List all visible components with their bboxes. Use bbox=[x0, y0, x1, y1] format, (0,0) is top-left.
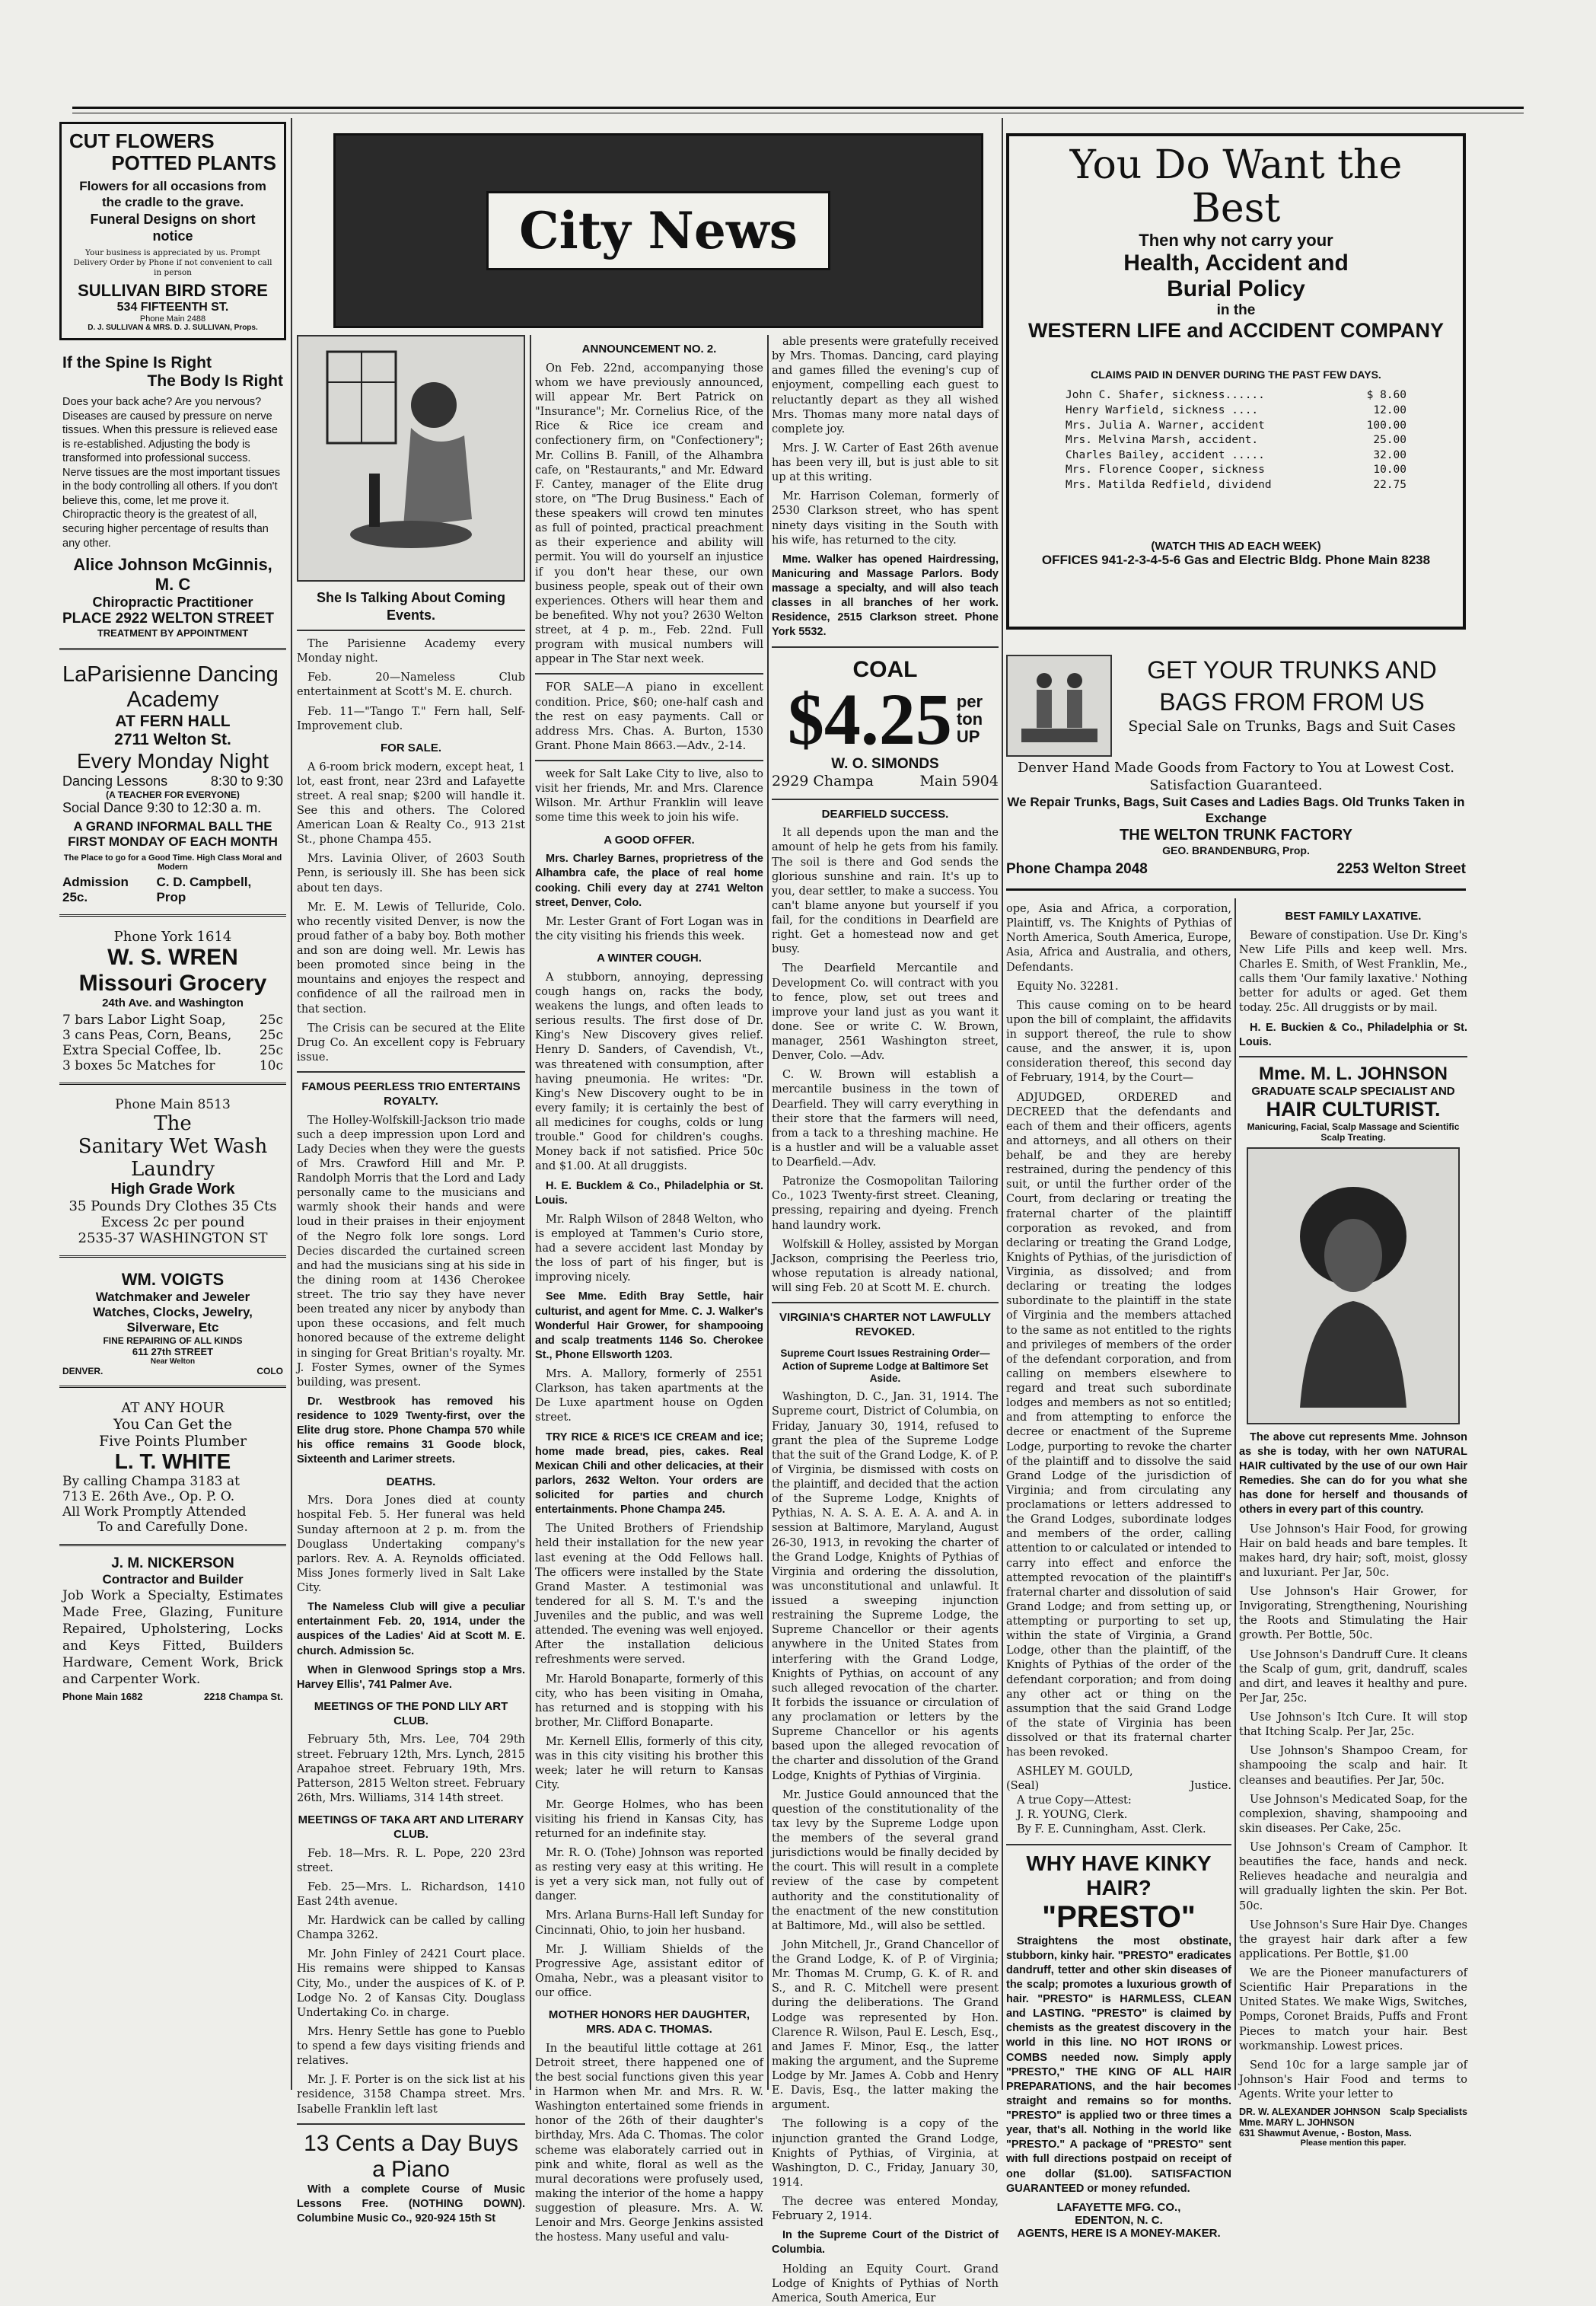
column-divider bbox=[530, 335, 531, 2090]
claim-row: Mrs. Melvina Marsh, accident. 25.00 bbox=[1066, 434, 1406, 447]
column-2 bbox=[297, 335, 525, 2225]
ad-line: The bbox=[154, 1112, 192, 1135]
ad-address: 2218 Champa St. bbox=[203, 1691, 283, 1703]
article-paragraph: John Mitchell, Jr., Grand Chancellor of the Grand Lodge, K. of P. of Virginia; Mr. Thomas M. Crump, G. K. of R. and S., and R. C. Mitchell were present during the deliberations. The Grand Lodge was represented by Hon. Clarence R. Wilson, Paul E. Lesch, Esq., and James F. Minor, Esq., the latter making the argument, and the Supreme Lodge by Mr. James A. Cobb and Henry E. Davis, Esq., the latter making the argument. bbox=[772, 1938, 999, 2112]
ad-line: Five Points Plumber bbox=[98, 1432, 247, 1450]
coal-up: UP bbox=[956, 727, 980, 747]
ad-prop: GEO. BRANDENBURG, Prop. bbox=[1162, 844, 1310, 856]
signature-name: ASHLEY M. GOULD, bbox=[1017, 1765, 1133, 1778]
wren-grocery-ad bbox=[59, 923, 286, 1085]
ad-contact: Scalp Specialists bbox=[1389, 2107, 1467, 2118]
insurance-ad bbox=[1006, 133, 1466, 630]
product-item: Use Johnson's Itch Cure. It will stop that Itching Scalp. Per Jar, 25c. bbox=[1239, 1711, 1467, 1739]
ad-line: 2711 Welton St. bbox=[114, 731, 231, 749]
ad-line: (A TEACHER FOR EVERYONE) bbox=[106, 789, 240, 801]
ad-line: GRADUATE SCALP SPECIALIST AND bbox=[1251, 1084, 1455, 1098]
article-paragraph: ADJUDGED, ORDERED and DECREED that the defendants and each of them and their officers, agents and attorneys, and all others on their behalf, be and they are hereby restrained, during the pendency of this suit, or until the further order of the Court, from declaring or treating the fraternal charter of the plaintiff corporation as revoked, and from declaring or treating the Grand Lodge, Knights of Pythias, of the jurisdiction of Virginia, as dissolved; and from declaring or treating the lodges subordinate to the plaintiff in the state of Virginia and the members attached to the same as not entitled to the rights and privileges of members of the order of the defendant corporation, and from calling on members elsewhere to regard and treat such subordinate lodges and members as not so entitled; and from attempting to enforce the decree or enactment of the Supreme Lodge, purporting to revoke the charter of the plaintiff and to dissolve the said Grand Lodge of the jurisdiction of Virginia; and from circulating any proclamations or letters addressed to the Grand Lodges, subordinate lodges and members of the order, calling attention to or calculated or intended to carry into effect and enforce the attempted revocation of the plaintiff's fraternal charter and dissolution of said Grand Lodge; and from setting up, or attempting or purporting to set up, within the state of Virginia, a Grand Lodge, other than the plaintiff, of the Knights of Pythias of the order of the defendant corporation; and from doing any other act or thing on the assumption that the said Grand Lodge of the state of Virginia has been dissolved or that its fraternal charter has been revoked. bbox=[1006, 1091, 1231, 1759]
ad-title: Missouri Grocery bbox=[78, 970, 267, 996]
article-heading: MOTHER HONORS HER DAUGHTER, MRS. ADA C. THOMAS. bbox=[548, 2008, 750, 2036]
article-paragraph: Mr. Harrison Coleman, formerly of 2530 Clarkson street, who has spent ninety days visiting in the South with his wife, has returned to the city. bbox=[772, 490, 999, 547]
ad-line: Funeral Designs on short notice bbox=[90, 211, 256, 244]
ad-line: Every Monday Night bbox=[76, 749, 269, 773]
claim-row: Charles Bailey, accident ..... 32.00 bbox=[1066, 448, 1406, 461]
article-paragraph: C. W. Brown will establish a mercantile business in the town of Dearfield. They will carry everything in their store that the farmers will need, from a tack to a threshing machine. He is a hustler and will be a valuable asset to Dearfield.—Adv. bbox=[772, 1069, 999, 1169]
article-paragraph: Wolfskill & Holley, assisted by Morgan Jackson, comprising the Peerless trio, whose reputation is already national, will sing Feb. 20 at Scott M. E. church. bbox=[772, 1238, 999, 1294]
column-1 bbox=[59, 122, 286, 2090]
article-heading: A WINTER COUGH. bbox=[597, 952, 702, 965]
piano-ad-body: With a complete Course of Music Lessons Free. (NOTHING DOWN). Columbine Music Co., 920-924 15th St bbox=[297, 2183, 525, 2225]
article-paragraph: Mrs. Arlana Burns-Hall left Sunday for Cincinnati, Ohio, to join her husband. bbox=[535, 1909, 763, 1937]
coal-heading: COAL bbox=[852, 656, 918, 682]
column-4 bbox=[772, 335, 999, 2304]
ad-title: HAIR CULTURIST. bbox=[1266, 1097, 1441, 1121]
coal-phone: Main 5904 bbox=[919, 772, 999, 789]
ad-name: L. T. WHITE bbox=[114, 1449, 231, 1473]
claim-row: Mrs. Matilda Redfield, dividend 22.75 bbox=[1066, 478, 1406, 491]
article-heading: ANNOUNCEMENT NO. 2. bbox=[581, 343, 717, 356]
article-paragraph: H. E. Buckien & Co., Philadelphia or St. Louis. bbox=[1239, 1021, 1467, 1048]
ad-line: A GRAND INFORMAL BALL THE FIRST MONDAY OF EACH MONTH bbox=[68, 819, 278, 850]
ad-line: All Work Promptly Attended bbox=[62, 1504, 247, 1520]
article-paragraph: Feb. 11—"Tango T." Fern hall, Self-Improvement club. bbox=[297, 705, 525, 732]
piano-ad-heading: a Piano bbox=[372, 2156, 450, 2182]
ad-name: J. M. NICKERSON bbox=[111, 1555, 234, 1571]
ad-line: Your business is appreciated by us. Prompt Delivery Order by Phone if not convenient to call in person bbox=[73, 247, 272, 277]
article-paragraph: In the Supreme Court of the District of Columbia. bbox=[772, 2229, 999, 2257]
article-paragraph: When in Glenwood Springs stop a Mrs. Harvey Ellis', 741 Palmer Ave. bbox=[297, 1663, 525, 1691]
ad-line: We Repair Trunks, Bags, Suit Cases and Ladies Bags. Old Trunks Taken in Exchange bbox=[1007, 795, 1465, 826]
ad-line: in the bbox=[1216, 302, 1256, 319]
ad-line: 35 Pounds Dry Clothes 35 Cts bbox=[68, 1198, 277, 1214]
grocery-item: Extra Special Coffee, lb. bbox=[62, 1042, 221, 1058]
article-paragraph: Mrs. A. Mallory, formerly of 2551 Clarkson, has taken apartments at the De Luxe apartment house on Ogden street. bbox=[535, 1368, 763, 1424]
ad-line: Silverware, Etc bbox=[126, 1319, 219, 1335]
claim-row: Mrs. Julia A. Warner, accident 100.00 bbox=[1066, 419, 1406, 432]
article-heading: VIRGINIA'S CHARTER NOT LAWFULLY REVOKED. bbox=[779, 1311, 991, 1338]
ad-body: Send 10c for a large sample jar of Johnson's Hair Food and terms to Agents. Write your letter to bbox=[1239, 2059, 1467, 2100]
article-paragraph: See Mme. Edith Bray Settle, hair culturist, and agent for Mme. C. J. Walker's Wonderful Hair Grower, for shampooing and scalp treatments 1146 So. Cherokee St., Phone Ellsworth 1203. bbox=[535, 1290, 763, 1361]
article-paragraph: Mr. Harold Bonaparte, formerly of this city, who has been visiting in Omaha, has returned and is stopping with his brother, Mr. Clifford Bonaparte. bbox=[535, 1673, 763, 1729]
ad-line: Dancing Lessons bbox=[62, 773, 168, 789]
column-divider bbox=[767, 335, 769, 2090]
article-paragraph: Mrs. Lavinia Oliver, of 2603 South Penn, is seriously ill. She has been sick about ten days. bbox=[297, 853, 525, 895]
masthead-title: City News bbox=[486, 191, 830, 270]
product-item: Use Johnson's Dandruff Cure. It cleans the Scalp of gum, grit, dandruff, scales and dirt, and leaves it healthy and pure. Per Jar, 25c. bbox=[1239, 1648, 1467, 1705]
coal-per: per bbox=[956, 691, 983, 711]
ad-title: Contractor and Builder bbox=[102, 1571, 244, 1587]
column-5 bbox=[1006, 902, 1231, 2240]
article-heading: A GOOD OFFER. bbox=[604, 833, 695, 847]
ad-state: COLO bbox=[256, 1365, 283, 1376]
ad-phone: Phone Main 1682 bbox=[62, 1691, 143, 1703]
article-paragraph: The United Brothers of Friendship held their installation for the new year last evening at the Odd Fellows hall. The officers were installed by the State Grand Master. A testimonial was tendered for all S. M. T.'s and the Juveniles and the public, and was well attended. The evening was well enjoyed. After the installation delicious refreshments were served. bbox=[535, 1523, 763, 1667]
travelers-illustration bbox=[1006, 655, 1112, 757]
article-paragraph: Mr. Kernell Ellis, formerly of this city, was in this city visiting his brother this week; later he will return to Kansas City. bbox=[535, 1736, 763, 1792]
product-item: Use Johnson's Shampoo Cream, for shampooing the scalp and hair. It cleanses and beautifies. Per Jar, 50c. bbox=[1239, 1745, 1467, 1787]
ad-props: D. J. SULLIVAN & MRS. D. J. SULLIVAN, Props. bbox=[88, 324, 258, 333]
article-paragraph: The Nameless Club will give a peculiar entertainment Feb. 20, 1914, under the auspices of the Ladies' Aid at Scott M. E. church. Admission 5c. bbox=[297, 1601, 525, 1657]
article-paragraph: Dr. Westbrook has removed his residence to 1029 Twenty-first, over the Elite drug store. Phone Champa 570 while his office remains 31 Goode block, Sixteenth and Larimer streets. bbox=[297, 1395, 525, 1466]
ad-line: Excess 2c per pound bbox=[100, 1214, 245, 1230]
ad-company: THE WELTON TRUNK FACTORY bbox=[1120, 826, 1352, 844]
ad-store-name: SULLIVAN BIRD STORE bbox=[78, 281, 268, 301]
article-heading: MEETINGS OF TAKA ART AND LITERARY CLUB. bbox=[298, 1813, 524, 1841]
ad-company: LAFAYETTE MFG. CO., bbox=[1056, 2200, 1181, 2214]
ad-city: DENVER. bbox=[62, 1365, 104, 1376]
column-divider bbox=[1002, 118, 1003, 2090]
trunk-factory-ad bbox=[1006, 655, 1466, 891]
travelers-icon bbox=[1018, 664, 1101, 748]
product-item: Use Johnson's Cream of Camphor. It beautifies the face, hands and neck. Relieves headache and neuralgia and will gradually lighten the skin. Per Bot. 50c. bbox=[1239, 1842, 1467, 1912]
woman-telephone-illustration bbox=[297, 335, 525, 582]
ad-line: Near Welton bbox=[150, 1357, 196, 1366]
grocery-price: 25c bbox=[259, 1027, 283, 1043]
ad-offices: OFFICES 941-2-3-4-5-6 Gas and Electric Bldg. Phone Main 8238 bbox=[1041, 553, 1431, 568]
article-paragraph: Patronize the Cosmopolitan Tailoring Co., 1023 Twenty-first street. Cleaning, pressing, repairing and dyeing. French hand laundry work. bbox=[772, 1175, 999, 1232]
ad-line: Then why not carry your bbox=[1139, 231, 1333, 250]
sullivan-bird-store-ad bbox=[59, 122, 286, 340]
ad-line: Burial Policy bbox=[1167, 276, 1305, 302]
nickerson-ad bbox=[59, 1552, 286, 1706]
article-paragraph: Holding an Equity Court. Grand Lodge of Knights of Pythias of North America, South America, Eur bbox=[772, 2263, 999, 2304]
ad-headline: You Do Want the Best bbox=[1069, 142, 1403, 232]
ad-name: Alice Johnson McGinnis, M. C bbox=[73, 555, 272, 595]
ad-phone: Phone Main 8513 bbox=[115, 1096, 231, 1112]
plumber-ad bbox=[59, 1394, 286, 1546]
ad-line: Laundry bbox=[130, 1157, 215, 1181]
article-paragraph: The Parisienne Academy every Monday night. bbox=[297, 638, 525, 665]
grocery-price: 25c bbox=[259, 1012, 283, 1028]
article-subheading: Supreme Court Issues Restraining Order—Action of Supreme Lodge at Baltimore Set Aside. bbox=[780, 1347, 990, 1385]
laundry-ad bbox=[59, 1091, 286, 1258]
ad-body: Job Work a Specialty, Estimates Made Free, Glazing, Funiture Repaired, Upholstering, Locks and Keys Fitted, Builders Hardware, Cement Work, Brick and Carpenter Work. bbox=[62, 1587, 283, 1688]
article-paragraph: The following is a copy of the injunction granted the Grand Lodge, Knights of Pythias, of Virginia, at Washington, D. C., Friday, January 30, 1914. bbox=[772, 2118, 999, 2189]
article-paragraph: Mr. Lester Grant of Fort Logan was in the city visiting his friends this week. bbox=[535, 915, 763, 942]
article-paragraph: Mr. Justice Gould announced that the question of the constitutionality of the tax levy by the Supreme Lodge upon the members of the several grand jurisdictions would be finally decided by the court. This will result in a complete review of the case by competent authority and the constitutionality of the enactment of the new constitution at Baltimore, Md., will also be settled. bbox=[772, 1788, 999, 1932]
ad-address: 534 FIFTEENTH ST. bbox=[116, 301, 229, 314]
article-paragraph: Feb. 20—Nameless Club entertainment at Scott's M. E. church. bbox=[297, 671, 525, 699]
coal-ton: ton bbox=[956, 709, 983, 729]
ad-line: You Can Get the bbox=[113, 1415, 232, 1433]
article-paragraph: Mr. E. M. Lewis of Telluride, Colo. who recently visited Denver, is now the proud father of a baby boy. Both mother and son are doing well. Mr. Lewis has been promoted since being in the mountains and enjoyes the respect and confidence of all the railroad men in that section. bbox=[297, 901, 525, 1016]
article-paragraph: It all depends upon the man and the amount of help he gets from his family. The soil is there and God sends the glorious sunshine and rain. It's up to you, dear settler, to make a success. You can't blame anyone but yourself if you fail, for the conditions in Dearfield are right. Get a homestead now and get busy. bbox=[772, 827, 999, 956]
product-item: Use Johnson's Medicated Soap, for the complexion, shaving, shampooing and skin diseases. Per Cake, 25c. bbox=[1239, 1793, 1467, 1835]
ad-line: Social Dance 9:30 to 12:30 a. m. bbox=[62, 800, 262, 816]
ad-body: The above cut represents Mme. Johnson as she is today, with her own NATURAL HAIR cultivated by the use of our own Hair Remedies. She can do for you what she has done for herself and thousands of others in every part of this country. bbox=[1239, 1430, 1467, 1517]
article-paragraph: Mr. George Holmes, who has been visiting his friend in Kansas City, has returned for an indefinite stay. bbox=[535, 1798, 763, 1840]
masthead-banner bbox=[333, 133, 983, 328]
ad-body: We are the Pioneer manufacturers of Scientific Hair Preparations in the United States. We make Wigs, Switches, Pomps, Coronet Braids, Puffs and Front Pieces to match your hair. Best workmanship. Lowest prices. bbox=[1239, 1967, 1467, 2052]
ad-headline: GET YOUR TRUNKS AND bbox=[1147, 656, 1437, 684]
ad-note: (WATCH THIS AD EACH WEEK) bbox=[1151, 540, 1321, 553]
ad-address: 2535-37 WASHINGTON ST bbox=[78, 1230, 268, 1246]
coal-ad bbox=[772, 654, 999, 793]
ad-line: AT ANY HOUR bbox=[121, 1399, 225, 1416]
ad-line: LaParisienne Dancing bbox=[62, 662, 279, 687]
top-rule-1 bbox=[72, 107, 1524, 109]
article-paragraph: Mr. Hardwick can be called by calling Champa 3262. bbox=[297, 1915, 525, 1942]
claims-list bbox=[1066, 388, 1406, 493]
ad-city: EDENTON, N. C. bbox=[1075, 2213, 1163, 2227]
ad-body: Does your back ache? Are you nervous? Diseases are caused by pressure on nerve tissues. When this pressure is relieved ease is re-established. Adjusting the body is transformed into professional success. Nerve tissues are the most important tissues in the body controlling all others. If you don't believe this, come, let me prove it. Chiropractic theory is the greatest of all, securing higher percentage of results than any other. bbox=[62, 396, 281, 550]
ad-line: AT FERN HALL bbox=[115, 713, 231, 731]
ad-address: 2253 Welton Street bbox=[1336, 860, 1466, 877]
ad-name: WM. VOIGTS bbox=[121, 1269, 225, 1289]
johnson-hair-ad bbox=[1239, 1064, 1467, 2148]
ad-line: By calling Champa 3183 at bbox=[62, 1473, 240, 1489]
article-paragraph: FOR SALE—A piano in excellent condition. Price, $60; one-half cash and the rest on easy payments. Call or address Mrs. Chas. A. Burton, 1530 Grant. Phone Main 8663.—Adv., 2-14. bbox=[535, 681, 763, 752]
ad-phone: Phone Main 2488 bbox=[139, 314, 206, 324]
ad-line: C. D. Campbell, Prop bbox=[156, 874, 252, 904]
ad-address: 631 Shawmut Avenue, - Boston, Mass. bbox=[1239, 2128, 1412, 2139]
article-heading: FOR SALE. bbox=[380, 741, 441, 754]
article-paragraph: The decree was entered Monday, February 2, 1914. bbox=[772, 2196, 999, 2223]
product-item: Use Johnson's Hair Food, for growing Hair on bald heads and bare temples. It makes hard, dry hair; soft, moist, glossy and luxuriant. Per Jar, 50c. bbox=[1239, 1523, 1467, 1579]
ad-line: 8:30 to 9:30 bbox=[210, 773, 283, 789]
column-divider bbox=[291, 118, 292, 2090]
portrait-photo bbox=[1247, 1147, 1460, 1424]
article-heading: BEST FAMILY LAXATIVE. bbox=[1285, 910, 1422, 923]
article-paragraph: This cause coming on to be heard upon the bill of complaint, the affidavits in support thereof, the rule to show cause, and the answer, it is, upon consideration thereof, this second day of February, 1914, by the Court— bbox=[1006, 999, 1231, 1085]
voigts-jeweler-ad bbox=[59, 1264, 286, 1388]
column-divider bbox=[1234, 898, 1236, 2090]
article-paragraph: Mr. J. F. Porter is on the sick list at his residence, 3158 Champa street. Mrs. Isabelle Franklin left last bbox=[297, 2074, 525, 2116]
article-paragraph: Mrs. Charley Barnes, proprietress of the Alhambra cafe, the place of real home cooking. Chili every day at 2741 Welton street, Denver, Colo. bbox=[535, 853, 763, 909]
column-3 bbox=[535, 335, 763, 2244]
grocery-price: 10c bbox=[259, 1057, 283, 1073]
coal-address: 2929 Champa bbox=[772, 772, 874, 789]
ad-line: POTTED PLANTS bbox=[111, 151, 276, 174]
article-paragraph: A stubborn, annoying, depressing cough hangs on, racks the body, weakens the lungs, and often leads to serious results. The first dose of Dr. King's New Discovery gives relief. Henry D. Sanders, of Cavendish, Vt., was threatened with consumption, after having pneumonia. He writes: "Dr. King's New Discovery ought to be in every family; it is certainly the best of all medicines for coughs, colds or lung trouble." Good for children's coughs. Money back if not satisfied. Price 50c and $1.00. At all druggists. bbox=[535, 971, 763, 1173]
ad-line: Academy bbox=[126, 687, 219, 713]
coal-price: $4.25 bbox=[787, 678, 952, 760]
article-paragraph: Mr. Ralph Wilson of 2848 Welton, who is employed at Tammen's Curio store, had a severe accident last Monday by the loss of part of his finger, but is improving nicely. bbox=[535, 1213, 763, 1284]
ad-headline: BAGS FROM FROM US bbox=[1159, 687, 1425, 716]
grocery-item: 3 cans Peas, Corn, Beans, bbox=[62, 1027, 232, 1043]
ad-note: Please mention this paper. bbox=[1300, 2139, 1406, 2148]
ad-contact: DR. W. ALEXANDER JOHNSON bbox=[1239, 2107, 1381, 2118]
clerk-line: J. R. YOUNG, Clerk. bbox=[1017, 1809, 1128, 1822]
article-paragraph: Mr. J. William Shields of the Progressive Age, assistant editor of Omaha, Nebr., was a pleasant visitor to our office. bbox=[535, 1943, 763, 1999]
ad-line: Watches, Clocks, Jewelry, bbox=[93, 1304, 253, 1319]
article-heading: DEATHS. bbox=[386, 1475, 436, 1488]
ad-headline: WHY HAVE KINKY HAIR? bbox=[1026, 1851, 1212, 1899]
product-item: Use Johnson's Hair Grower, for Invigorating, Strengthening, Nourishing the Roots and Stimulating the Hair growth. Per Bottle, 50c. bbox=[1239, 1586, 1467, 1642]
ad-line: Flowers for all occasions from the cradle to the grave. bbox=[79, 179, 266, 210]
ad-line: Sanitary Wet Wash bbox=[78, 1134, 268, 1158]
article-paragraph: Mr. John Finley of 2421 Court place. His remains were shipped to Kansas City, Mo., under the auspices of K. of P. Lodge No. 2 of Kansas City. Douglass Undertaking Co. in charge. bbox=[297, 1948, 525, 2019]
ad-line: Health, Accident and bbox=[1123, 250, 1349, 276]
article-paragraph: The Holley-Wolfskill-Jackson trio made such a deep impression upon Lord and Lady Decies when they were the guests of Mrs. Crawford Hill and Mr. P. Randolph Morris that the Lord and Lady personally came to the musicians and warmly shook their hands and were loud in their praises in their enjoyment of the Negro folk lore songs. Lord Decies discarded the curtained screen and had the musicians sing at his side in the dining room at 1436 Cherokee street. The trio say they have never been treated any nicer by anybody than upon these occasions, and felt much honored because of the extreme delight in singing for Great Britian's royalty. Mr. J. Foster Symes, owner of the Symes building, was present. bbox=[297, 1114, 525, 1389]
column-6 bbox=[1239, 902, 1467, 2148]
article-paragraph: Mme. Walker has opened Hairdressing, Manicuring and Massage Parlors. Body massage a specialty, and will also teach classes in all branches of her work. Residence, 2515 Clarkson street. Phone York 5532. bbox=[772, 553, 999, 639]
ad-product: "PRESTO" bbox=[1042, 1899, 1196, 1934]
ad-line: The Place to go for a Good Time. High Class Moral and Modern bbox=[63, 853, 282, 872]
ad-line: Admission 25c. bbox=[62, 874, 129, 904]
article-paragraph: A 6-room brick modern, except heat, 1 lot, east front, near 23rd and Lafayette street. A real snap; $200 will handle it. See this and others. The Colored American Loan & Realty Co., 913 21st St., phone Champa 455. bbox=[297, 761, 525, 847]
article-paragraph: Feb. 25—Mrs. L. Richardson, 1410 East 24th avenue. bbox=[297, 1880, 525, 1908]
ad-phone: Phone York 1614 bbox=[113, 928, 232, 945]
grocery-price: 25c bbox=[259, 1042, 283, 1058]
attest-line: A true Copy—Attest: bbox=[1017, 1794, 1132, 1807]
article-paragraph: able presents were gratefully received by Mrs. Thomas. Dancing, card playing and games filled the evening's cup of enjoyment, compelling each guest to reluctantly depart as they all wished Mrs. Thomas many more natal days of complete joy. bbox=[772, 336, 999, 435]
ad-line: CUT FLOWERS bbox=[69, 129, 215, 152]
ad-company: WESTERN LIFE and ACCIDENT COMPANY bbox=[1028, 319, 1444, 343]
article-paragraph: February 5th, Mrs. Lee, 704 29th street. February 12th, Mrs. Lynch, 2815 Arapahoe street. February 19th, Mrs. Patterson, 2815 Welton street. February 26th, Mrs. Williams, 314 14th street. bbox=[297, 1733, 525, 1804]
seal-label: (Seal) bbox=[1006, 1780, 1040, 1793]
clerk-line: By F. E. Cunningham, Asst. Clerk. bbox=[1017, 1823, 1206, 1836]
article-heading: MEETINGS OF THE POND LILY ART CLUB. bbox=[314, 1699, 508, 1727]
ad-line: Watchmaker and Jeweler bbox=[95, 1289, 250, 1304]
ad-line: To and Carefully Done. bbox=[97, 1519, 248, 1535]
signature-title: Justice. bbox=[1190, 1780, 1231, 1793]
ad-line: Denver Hand Made Goods from Factory to You at Lowest Cost. Satisfaction Guaranteed. bbox=[1017, 760, 1454, 793]
article-paragraph: The Crisis can be secured at the Elite Drug Co. An excellent copy is February issue. bbox=[297, 1022, 525, 1064]
ad-line: High Grade Work bbox=[110, 1180, 235, 1198]
ad-address: 24th Ave. and Washington bbox=[102, 996, 244, 1009]
article-paragraph: Equity No. 32281. bbox=[1017, 980, 1119, 993]
ad-line: FINE REPAIRING OF ALL KINDS bbox=[103, 1335, 243, 1346]
ad-note: TREATMENT BY APPOINTMENT bbox=[97, 627, 249, 639]
article-paragraph: Beware of constipation. Use Dr. King's New Life Pills and keep well. Mrs. Charles E. Smith, of West Franklin, Me., calls them 'Our family laxative.' Nothing better for adults or aged. Get them today. 25c. All druggists or by mail. bbox=[1239, 929, 1467, 1015]
article-heading: FAMOUS PEERLESS TRIO ENTERTAINS ROYALTY. bbox=[301, 1080, 521, 1108]
article-paragraph: ope, Asia and Africa, a corporation, Plaintiff, vs. The Knights of Pythias of North America, South America, Europe, Asia, Africa and Australia, and others, Defendants. bbox=[1006, 903, 1231, 974]
article-paragraph: Washington, D. C., Jan. 31, 1914. The Supreme court, District of Columbia, on Friday, January 30, 1914, refused to grant the plea of the Supreme Lodge that the suit of the Grand Lodge, K. of P. of Virginia, be dismissed with costs on the plaintiff, and decided that the action of the Supreme Lodge, Knights of Pythias, N. A. S. A. E. A. A. and A. in session at Baltimore, Maryland, August 26-30, 1913, in revoking the charter of the Grand Lodge, Knights of Pythias of Virginia and ordering the dissolution, was unconstitutional and unlawful. It issued a sweeping injunction restraining the Supreme Lodge, the Supreme Chancellor or their agents anywhere in the United States from interfering with the Grand Lodge, Knights of Pythias, on account of any such alleged revocation of the charter. It forbids the issuance or circulation of any proclamation or letters by the Supreme Chancellor or his agents based upon the alleged revocation of the charter and dissolution of the Grand Lodge, Knights of Pythias of Virginia. bbox=[772, 1391, 999, 1782]
product-item: Use Johnson's Sure Hair Dye. Changes the grayest hair dark after a few applications. Per Bottle, $1.00 bbox=[1239, 1918, 1467, 1960]
claim-row: Mrs. Florence Cooper, sickness 10.00 bbox=[1066, 464, 1406, 477]
ad-heading: The Body Is Right bbox=[147, 372, 283, 391]
piano-ad-heading: 13 Cents a Day Buys bbox=[304, 2130, 518, 2156]
article-paragraph: Mrs. Dora Jones died at county hospital Feb. 5. Her funeral was held Sunday afternoon at 2 p. m. from the Douglass Undertaking company's parlors. Rev. A. A. Reynolds officiated. Miss Jones formerly lived in Salt Lake City. bbox=[297, 1494, 525, 1594]
article-paragraph: week for Salt Lake City to live, also to visit her friends, Mr. and Mrs. Clarence Wilson. Mr. Arthur Franklin will leave some time this week to join his wife. bbox=[535, 768, 763, 824]
article-paragraph: On Feb. 22nd, accompanying those whom we have previously announced, will appear Mr. Bert Patrick on "Insurance"; Mr. Cornelius Rice, of the Rice & Rice ice cream and confectionery firm, on "Confectionery"; Mr. Collins B. Fanill, of the Alhambra cafe, on "Restaurants," and Mr. Edward F. Cantey, manager of the Elite drug store, on "The Drug Business." Each of these speakers will crowd ten minutes as full of pointed, practical preachment as their experience and ability will permit. You will do yourself an injustice if you don't hear these, our own business people, speak out of their own experiences. Others will hear them and be benefited. Why not you? 2630 Welton street, at 4 p. m., Feb. 22nd. Full program with musical numbers will appear in The Star next week. bbox=[535, 362, 763, 666]
claim-row: John C. Shafer, sickness...... $ 8.60 bbox=[1066, 389, 1406, 402]
claims-heading: CLAIMS PAID IN DENVER DURING THE PAST FEW DAYS. bbox=[1091, 368, 1381, 381]
woman-telephone-icon bbox=[320, 344, 502, 573]
claim-row: Henry Warfield, sickness .... 12.00 bbox=[1066, 403, 1406, 416]
article-paragraph: H. E. Bucklem & Co., Philadelphia or St. Louis. bbox=[535, 1179, 763, 1207]
illustration-caption: She Is Talking About Coming Events. bbox=[316, 590, 505, 623]
article-paragraph: The Dearfield Mercantile and Development Co. will contract with you to fence, plow, set out trees and improve your land just as you want it done. See or write C. W. Brown, manager, 2561 Washington street, Denver, Colo. —Adv. bbox=[772, 962, 999, 1063]
ad-heading: If the Spine Is Right bbox=[62, 354, 212, 372]
article-paragraph: In the beautiful little cottage at 261 Detroit street, there happened one of the best social functions given this year in Harmon when Mr. and Mrs. R. W. Washington entertained some friends in honor of the 26th of their daughter's birthday, Mrs. Ada C. Thomas. The color scheme was elaborately carried out in pink and white, floral as well as the mural decorations were profusely used, making the interior of the home a happy suggestion of pleasure. Mrs. A. W. Lenoir and Mrs. George Jenkins assisted the hostess. Many useful and valu- bbox=[535, 2042, 763, 2244]
ad-name: W. S. WREN bbox=[107, 944, 238, 970]
article-paragraph: Mr. R. O. (Tohe) Johnson was reported as resting very easy at this writing. He is yet a very sick man, not fully out of danger. bbox=[535, 1846, 763, 1903]
ad-phone: Phone Champa 2048 bbox=[1006, 860, 1148, 877]
article-paragraph: Mrs. Henry Settle has gone to Pueblo to spend a few days visiting friends and relatives. bbox=[297, 2025, 525, 2068]
article-paragraph: TRY RICE & RICE'S ICE CREAM and ice; home made bread, pies, cakes. Real Mexican Chili and other delicacies, at their parlors, 2632 Welton. Your orders are solicited for parties and church entertainments. Phone Champa 245. bbox=[535, 1430, 763, 1517]
ad-title: Chiropractic Practitioner bbox=[92, 595, 253, 611]
ad-line: Special Sale on Trunks, Bags and Suit Cases bbox=[1128, 718, 1456, 735]
ad-contact: Mme. MARY L. JOHNSON bbox=[1239, 2117, 1355, 2129]
ad-line: 713 E. 26th Ave., Op. P. O. bbox=[62, 1488, 235, 1504]
ad-body: Straightens the most obstinate, stubborn, kinky hair. "PRESTO" eradicates dandruff, tetter and other skin diseases of the scalp; promotes a luxurious growth of hair. "PRESTO" is HARMLESS, CLEAN and LASTING. "PRESTO" is claimed by chemists as the greatest discovery in the world in this line. NO HOT IRONS or COMBS needed now. Simply apply "PRESTO," THE KING OF ALL HAIR PREPARATIONS, and the hair becomes straight and remains so for months. "PRESTO" is applied two or three times a year, that's all. Nothing in the world like "PRESTO." A package of "PRESTO" sent with full directions postpaid on receipt of one dollar ($1.00). SATISFACTION GUARANTEED or money refunded. bbox=[1006, 1934, 1231, 2195]
ad-address: PLACE 2922 WELTON STREET bbox=[62, 611, 275, 627]
ad-address: 611 27th STREET bbox=[132, 1345, 214, 1357]
ad-line: Manicuring, Facial, Scalp Massage and Scientific Scalp Treating. bbox=[1247, 1121, 1460, 1143]
article-paragraph: Mrs. J. W. Carter of East 26th avenue has been very ill, but is just able to sit up at this writing. bbox=[772, 442, 999, 484]
grocery-item: 7 bars Labor Light Soap, bbox=[62, 1012, 226, 1028]
coal-dealer: W. O. SIMONDS bbox=[831, 755, 939, 772]
chiropractic-ad bbox=[59, 348, 286, 650]
ad-line: AGENTS, HERE IS A MONEY-MAKER. bbox=[1017, 2226, 1221, 2240]
article-heading: DEARFIELD SUCCESS. bbox=[821, 807, 949, 821]
presto-ad bbox=[1006, 1851, 1231, 2240]
portrait-icon bbox=[1277, 1164, 1429, 1408]
grocery-item: 3 boxes 5c Matches for bbox=[62, 1057, 215, 1073]
article-paragraph: Feb. 18—Mrs. R. L. Pope, 220 23rd street. bbox=[297, 1847, 525, 1874]
ad-name: Mme. M. L. JOHNSON bbox=[1258, 1063, 1448, 1084]
dancing-academy-ad bbox=[59, 656, 286, 917]
